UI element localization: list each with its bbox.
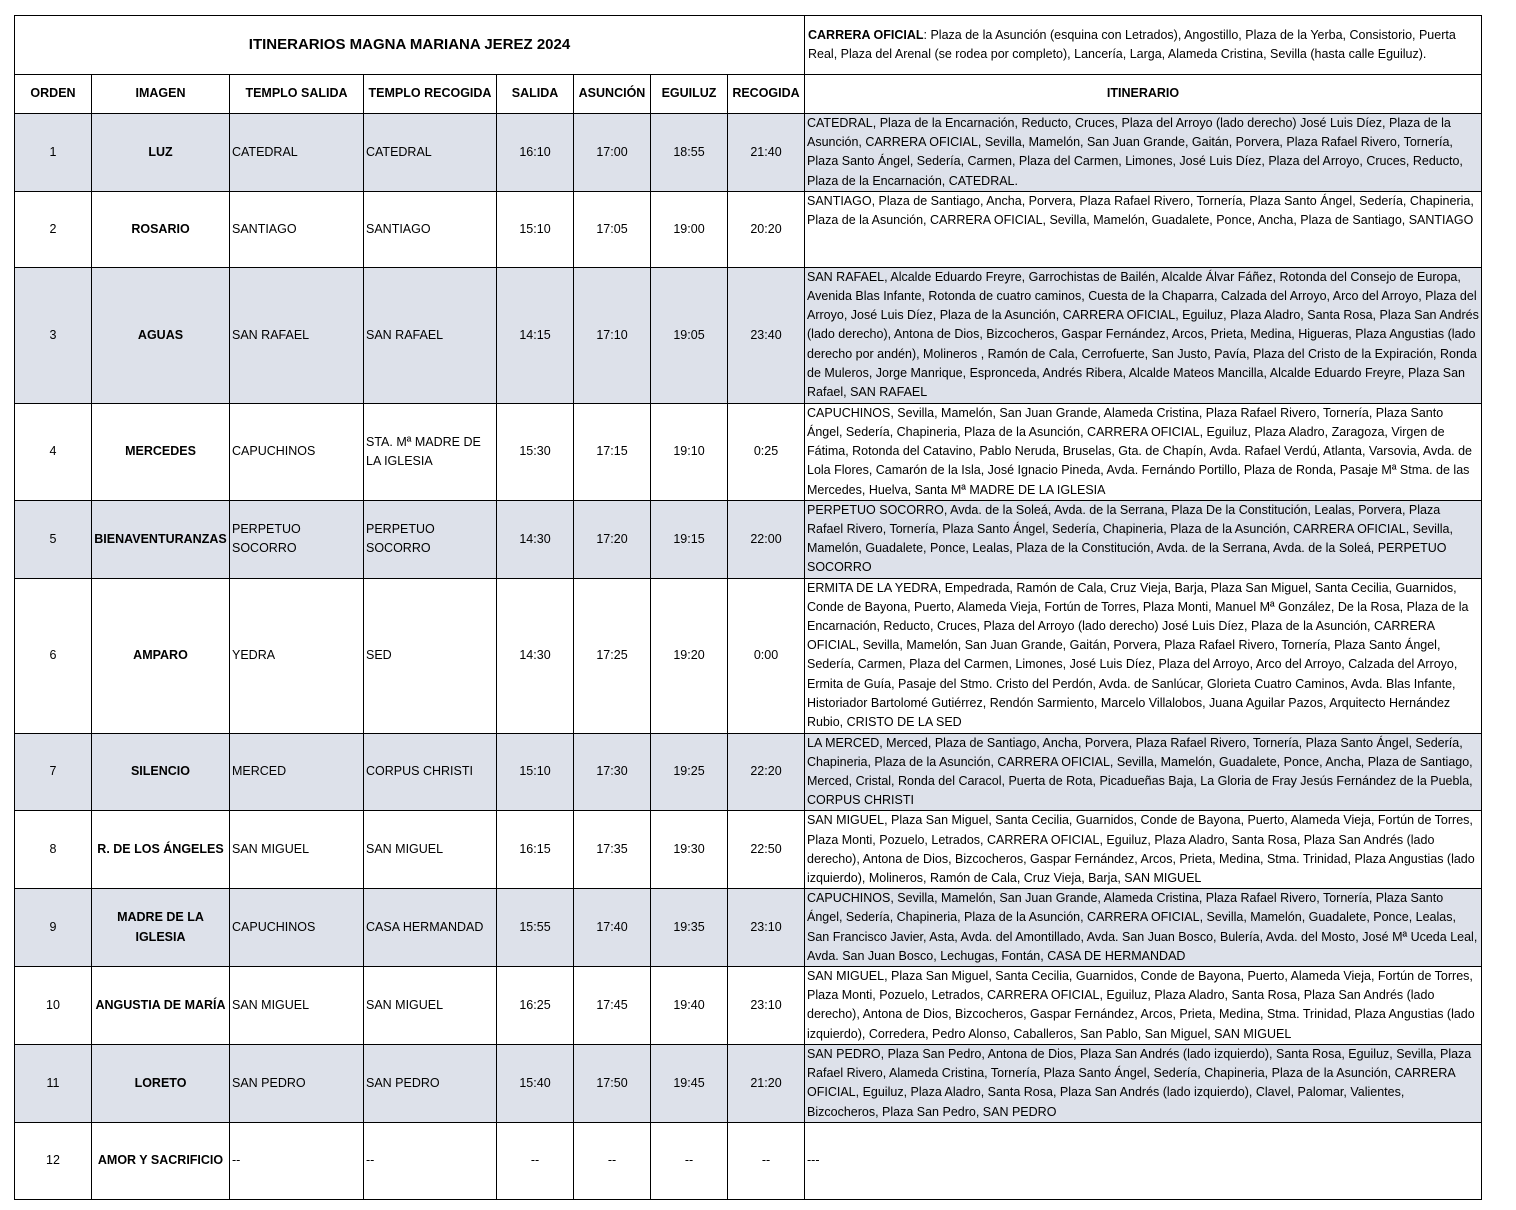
row-imagen: BIENAVENTURANZAS (92, 500, 230, 578)
header-itinerario: ITINERARIO (805, 75, 1482, 114)
row-asuncion: 17:25 (574, 578, 651, 733)
row-salida: 15:10 (497, 733, 574, 811)
row-recogida: 0:25 (728, 403, 805, 500)
row-templo-salida: SAN PEDRO (230, 1044, 364, 1122)
row-itinerario: --- (805, 1122, 1482, 1199)
row-salida: 14:30 (497, 578, 574, 733)
row-eguiluz: 19:30 (651, 811, 728, 889)
table-row (15, 403, 1482, 500)
row-itinerario: ERMITA DE LA YEDRA, Empedrada, Ramón de Cala, Cruz Vieja, Barja, Plaza San Miguel, Santa Cecilia, Guarnidos, Conde de Bayona, Puerto, Alameda Vieja, Fortún de Torres, Plaza Monti, Manuel Mª González, De la Rosa, Plaza de la Encarnación, Reducto, Cruces, Plaza del Arroyo (lado derecho) José Luis Díez, Plaza de la Asunción, CARRERA OFICIAL, Sevilla, Mamelón, San Juan Grande, Gaitán, Porvera, Plaza Rafael Rivero, Tornería, Plaza Santo Ángel, Sedería, Carmen, Plaza del Carmen, Limones, José Luis Díez, Plaza del Arroyo, Arco del Arroyo, Calzada del Arroyo, Ermita de Guía, Pasaje del Stmo. Cristo del Perdón, Avda. de Sanlúcar, Glorieta Cuatro Caminos, Avda. Blas Infante, Historiador Bartolomé Gutiérrez, Rendón Sarmiento, Marcelo Villalobos, Juana Aguilar Pazos, Arquitecto Hernández Rubio, CRISTO DE LA SED (805, 578, 1482, 733)
row-recogida: 21:20 (728, 1044, 805, 1122)
header-orden: ORDEN (15, 75, 92, 114)
row-imagen: LUZ (92, 114, 230, 192)
table-row (15, 191, 1482, 267)
row-itinerario: SAN RAFAEL, Alcalde Eduardo Freyre, Garrochistas de Bailén, Alcalde Álvar Fáñez, Rotonda del Consejo de Europa, Avenida Blas Infante, Rotonda de cuatro caminos, Cuesta de la Chaparra, Calzada del Arroyo, Arco del Arroyo, Plaza del Arroyo, José Luis Díez, Plaza de la Asunción, CARRERA OFICIAL, Eguiluz, Plaza Aladro, Santa Rosa, Plaza San Andrés (lado derecho), Antona de Dios, Bizcocheros, Gaspar Fernández, Arcos, Prieta, Medina, Higueras, Plaza Angustias (lado derecho por andén), Molineros , Ramón de Cala, Cerrofuerte, San Justo, Pavía, Plaza del Cristo de la Expiración, Ronda de Muleros, Jorge Manrique, Espronceda, Andrés Ribera, Alcalde Mateos Mancilla, Alcalde Eduardo Freyre, Plaza San Rafael, SAN RAFAEL (805, 267, 1482, 403)
row-eguiluz: 19:20 (651, 578, 728, 733)
row-eguiluz: 19:15 (651, 500, 728, 578)
row-asuncion: 17:45 (574, 967, 651, 1045)
row-asuncion: 17:20 (574, 500, 651, 578)
row-orden: 8 (15, 811, 92, 889)
row-asuncion: -- (574, 1122, 651, 1199)
carrera-oficial-note (805, 16, 1482, 75)
row-orden: 11 (15, 1044, 92, 1122)
table-row (15, 733, 1482, 811)
row-salida: 15:55 (497, 889, 574, 967)
row-templo-salida: CAPUCHINOS (230, 889, 364, 967)
title-row (15, 16, 1482, 75)
header-salida: SALIDA (497, 75, 574, 114)
row-itinerario: SAN MIGUEL, Plaza San Miguel, Santa Cecilia, Guarnidos, Conde de Bayona, Puerto, Alameda Vieja, Fortún de Torres, Plaza Monti, Pozuelo, Letrados, CARRERA OFICIAL, Eguiluz, Plaza Aladro, Santa Rosa, Plaza San Andrés (lado derecho), Antona de Dios, Bizcocheros, Gaspar Fernández, Arcos, Prieta, Medina, Stma. Trinidad, Plaza Angustias (lado izquierdo), Corredera, Pedro Alonso, Caballeros, San Pablo, San Miguel, SAN MIGUEL (805, 967, 1482, 1045)
row-orden: 2 (15, 191, 92, 267)
header-eguiluz: EGUILUZ (651, 75, 728, 114)
row-templo-salida: SAN RAFAEL (230, 267, 364, 403)
row-recogida: 22:00 (728, 500, 805, 578)
row-eguiluz: 19:05 (651, 267, 728, 403)
row-salida: 14:15 (497, 267, 574, 403)
table-row (15, 1122, 1482, 1199)
header-recogida: RECOGIDA (728, 75, 805, 114)
row-imagen: MADRE DE LA IGLESIA (92, 889, 230, 967)
row-imagen: AMOR Y SACRIFICIO (92, 1122, 230, 1199)
table-row (15, 811, 1482, 889)
row-eguiluz: 19:25 (651, 733, 728, 811)
header-row (15, 75, 1482, 114)
row-orden: 9 (15, 889, 92, 967)
row-salida: 16:10 (497, 114, 574, 192)
page-title: ITINERARIOS MAGNA MARIANA JEREZ 2024 (15, 16, 805, 75)
row-recogida: 23:40 (728, 267, 805, 403)
row-templo-salida: YEDRA (230, 578, 364, 733)
row-recogida: 0:00 (728, 578, 805, 733)
row-orden: 1 (15, 114, 92, 192)
row-itinerario: LA MERCED, Merced, Plaza de Santiago, Ancha, Porvera, Plaza Rafael Rivero, Tornería, Plaza Santo Ángel, Sedería, Chapineria, Plaza de la Asunción, CARRERA OFICIAL, Sevilla, Mamelón, Guadalete, Ponce, Ancha, Plaza de Santiago, Merced, Cristal, Ronda del Caracol, Puerta de Rota, Picadueñas Baja, La Gloria de Fray Jesús Fernández de la Puebla, CORPUS CHRISTI (805, 733, 1482, 811)
carrera-oficial-label: CARRERA OFICIAL (808, 27, 924, 42)
row-imagen: MERCEDES (92, 403, 230, 500)
row-salida: -- (497, 1122, 574, 1199)
row-asuncion: 17:00 (574, 114, 651, 192)
row-eguiluz: 19:00 (651, 191, 728, 267)
row-asuncion: 17:35 (574, 811, 651, 889)
row-salida: 15:10 (497, 191, 574, 267)
row-recogida: 22:50 (728, 811, 805, 889)
row-asuncion: 17:40 (574, 889, 651, 967)
row-templo-salida: SANTIAGO (230, 191, 364, 267)
row-orden: 5 (15, 500, 92, 578)
row-templo-recogida: SANTIAGO (364, 191, 497, 267)
row-templo-salida: SAN MIGUEL (230, 967, 364, 1045)
row-templo-recogida: SAN MIGUEL (364, 967, 497, 1045)
row-itinerario: CATEDRAL, Plaza de la Encarnación, Reducto, Cruces, Plaza del Arroyo (lado derecho) José Luis Díez, Plaza de la Asunción, CARRERA OFICIAL, Sevilla, Mamelón, San Juan Grande, Gaitán, Porvera, Plaza Rafael Rivero, Tornería, Plaza Santo Ángel, Sedería, Carmen, Plaza del Carmen, Limones, José Luis Díez, Plaza del Arroyo, Cruces, Reducto, Plaza de la Encarnación, CATEDRAL. (805, 114, 1482, 192)
row-salida: 15:40 (497, 1044, 574, 1122)
row-templo-salida: -- (230, 1122, 364, 1199)
row-templo-salida: CATEDRAL (230, 114, 364, 192)
header-asuncion: ASUNCIÓN (574, 75, 651, 114)
row-imagen: ANGUSTIA DE MARÍA (92, 967, 230, 1045)
row-orden: 4 (15, 403, 92, 500)
table-row (15, 500, 1482, 578)
row-imagen: AMPARO (92, 578, 230, 733)
row-itinerario: CAPUCHINOS, Sevilla, Mamelón, San Juan Grande, Alameda Cristina, Plaza Rafael Rivero, Tornería, Plaza Santo Ángel, Sedería, Chapineria, Plaza de la Asunción, CARRERA OFICIAL, Sevilla, Mamelón, Guadalete, Ponce, Lealas, San Francisco Javier, Asta, Avda. del Amontillado, Avda. San Juan Bosco, Bulería, Avda. del Mosto, José Mª Uceda Leal, Avda. San Juan Bosco, Lechugas, Fontán, CASA DE HERMANDAD (805, 889, 1482, 967)
row-imagen: SILENCIO (92, 733, 230, 811)
header-templo-recogida: TEMPLO RECOGIDA (364, 75, 497, 114)
row-itinerario: SAN PEDRO, Plaza San Pedro, Antona de Dios, Plaza San Andrés (lado izquierdo), Santa Rosa, Eguiluz, Sevilla, Plaza Rafael Rivero, Alameda Cristina, Tornería, Plaza Santo Ángel, Sedería, Chapineria, Plaza de la Asunción, CARRERA OFICIAL, Eguiluz, Plaza Aladro, Santa Rosa, Plaza San Andrés (lado izquierdo), Clavel, Palomar, Valientes, Bizcocheros, Plaza San Pedro, SAN PEDRO (805, 1044, 1482, 1122)
carrera-oficial-text: : Plaza de la Asunción (esquina con Letrados), Angostillo, Plaza de la Yerba, Consistorio, Puerta Real, Plaza del Arenal (se rodea por completo), Lancería, Larga, Alameda Cristina, Sevilla (hasta calle Eguiluz). (808, 27, 1456, 61)
table-row (15, 114, 1482, 192)
row-templo-salida: SAN MIGUEL (230, 811, 364, 889)
row-orden: 6 (15, 578, 92, 733)
row-templo-recogida: SAN PEDRO (364, 1044, 497, 1122)
row-recogida: 20:20 (728, 191, 805, 267)
row-itinerario: SAN MIGUEL, Plaza San Miguel, Santa Cecilia, Guarnidos, Conde de Bayona, Puerto, Alameda Vieja, Fortún de Torres, Plaza Monti, Pozuelo, Letrados, CARRERA OFICIAL, Eguiluz, Plaza Aladro, Santa Rosa, Plaza San Andrés (lado derecho), Antona de Dios, Bizcocheros, Gaspar Fernández, Arcos, Prieta, Medina, Stma. Trinidad, Plaza Angustias (lado izquierdo), Molineros, Ramón de Cala, Cruz Vieja, Barja, SAN MIGUEL (805, 811, 1482, 889)
row-templo-salida: PERPETUO SOCORRO (230, 500, 364, 578)
row-salida: 16:25 (497, 967, 574, 1045)
row-itinerario: CAPUCHINOS, Sevilla, Mamelón, San Juan Grande, Alameda Cristina, Plaza Rafael Rivero, Tornería, Plaza Santo Ángel, Sedería, Chapineria, Plaza de la Asunción, CARRERA OFICIAL, Eguiluz, Plaza Aladro, Zaragoza, Virgen de Fátima, Rotonda del Catavino, Pablo Neruda, Bruselas, Gta. de Chapín, Avda. Rafael Verdú, Atlanta, Varsovia, Avda. de Lola Flores, Camarón de la Isla, José Ignacio Pineda, Avda. Fernándo Portillo, Plaza de Ronda, Pasaje Mª Stma. de las Mercedes, Huelva, Santa Mª MADRE DE LA IGLESIA (805, 403, 1482, 500)
table-row (15, 578, 1482, 733)
row-imagen: LORETO (92, 1044, 230, 1122)
row-imagen: AGUAS (92, 267, 230, 403)
row-itinerario: PERPETUO SOCORRO, Avda. de la Soleá, Avda. de la Serrana, Plaza De la Constitución, Lealas, Porvera, Plaza Rafael Rivero, Tornería, Plaza Santo Ángel, Sedería, Chapineria, Plaza de la Asunción, CARRERA OFICIAL, Sevilla, Mamelón, Guadalete, Ponce, Lealas, Plaza de la Constitución, Avda. de la Serrana, Avda. de la Soleá, PERPETUO SOCORRO (805, 500, 1482, 578)
row-imagen: ROSARIO (92, 191, 230, 267)
row-templo-recogida: CASA HERMANDAD (364, 889, 497, 967)
row-asuncion: 17:15 (574, 403, 651, 500)
row-orden: 3 (15, 267, 92, 403)
row-templo-salida: MERCED (230, 733, 364, 811)
table-row (15, 967, 1482, 1045)
row-eguiluz: -- (651, 1122, 728, 1199)
header-templo-salida: TEMPLO SALIDA (230, 75, 364, 114)
row-recogida: 21:40 (728, 114, 805, 192)
row-salida: 15:30 (497, 403, 574, 500)
row-eguiluz: 18:55 (651, 114, 728, 192)
row-templo-recogida: SAN RAFAEL (364, 267, 497, 403)
row-asuncion: 17:05 (574, 191, 651, 267)
row-orden: 10 (15, 967, 92, 1045)
row-templo-recogida: STA. Mª MADRE DE LA IGLESIA (364, 403, 497, 500)
row-templo-recogida: -- (364, 1122, 497, 1199)
row-eguiluz: 19:35 (651, 889, 728, 967)
table-row (15, 1044, 1482, 1122)
row-asuncion: 17:50 (574, 1044, 651, 1122)
row-eguiluz: 19:45 (651, 1044, 728, 1122)
row-itinerario: SANTIAGO, Plaza de Santiago, Ancha, Porvera, Plaza Rafael Rivero, Tornería, Plaza Santo Ángel, Sedería, Chapineria, Plaza de la Asunción, CARRERA OFICIAL, Sevilla, Mamelón, Guadalete, Ponce, Ancha, Plaza de Santiago, SANTIAGO (805, 191, 1482, 267)
row-templo-recogida: CORPUS CHRISTI (364, 733, 497, 811)
row-templo-recogida: SED (364, 578, 497, 733)
row-templo-salida: CAPUCHINOS (230, 403, 364, 500)
row-imagen: R. DE LOS ÁNGELES (92, 811, 230, 889)
row-salida: 16:15 (497, 811, 574, 889)
table-row (15, 267, 1482, 403)
row-templo-recogida: PERPETUO SOCORRO (364, 500, 497, 578)
row-eguiluz: 19:40 (651, 967, 728, 1045)
row-salida: 14:30 (497, 500, 574, 578)
row-asuncion: 17:10 (574, 267, 651, 403)
itinerary-table (14, 15, 1482, 1200)
row-templo-recogida: CATEDRAL (364, 114, 497, 192)
row-recogida: 22:20 (728, 733, 805, 811)
row-eguiluz: 19:10 (651, 403, 728, 500)
row-recogida: 23:10 (728, 889, 805, 967)
row-templo-recogida: SAN MIGUEL (364, 811, 497, 889)
row-recogida: 23:10 (728, 967, 805, 1045)
row-orden: 7 (15, 733, 92, 811)
row-orden: 12 (15, 1122, 92, 1199)
header-imagen: IMAGEN (92, 75, 230, 114)
table-row (15, 889, 1482, 967)
row-recogida: -- (728, 1122, 805, 1199)
row-asuncion: 17:30 (574, 733, 651, 811)
